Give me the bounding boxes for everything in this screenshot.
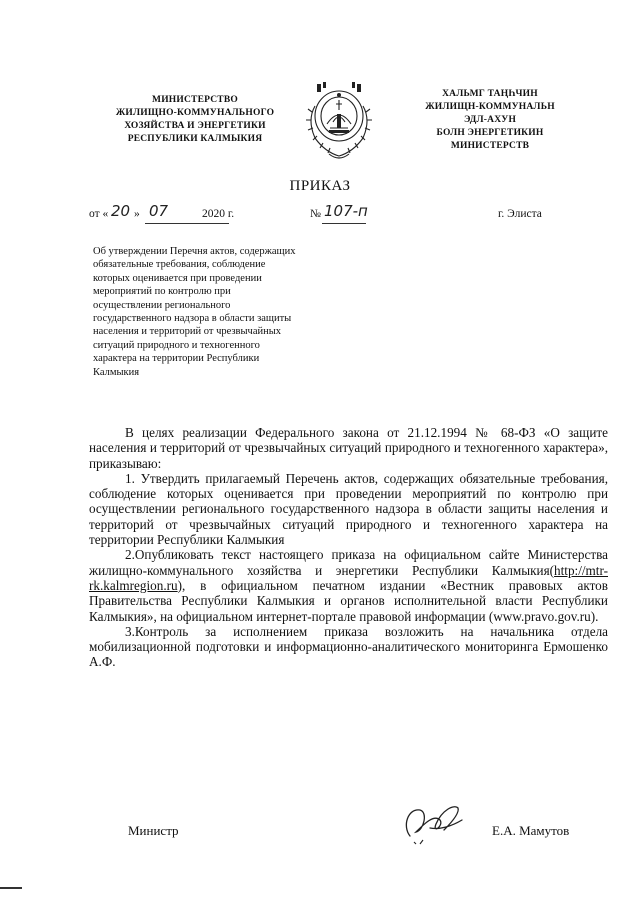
subject-line: Калмыкия: [93, 366, 140, 378]
number-prefix: №: [310, 208, 321, 220]
order-number: 107-п: [324, 202, 368, 220]
body-item-2: [89, 547, 608, 623]
body-intro: В целях реализации Федерального закона от 21.12.1994 № 68-ФЗ «О защите населения и территорий от чрезвычайных ситуаций природного и техногенного характера», приказываю:: [89, 425, 608, 471]
ministry-header-kalmyk: [405, 88, 575, 153]
item2-text-b: ), в официальном печатном издании «Вестник правовых актов Правительства Республики Калмыкия и органов исполнительной власти Республики Калмыкия», на официальном интернет-портале правовой информации (www.pravo.gov.ru).: [89, 577, 608, 624]
subject-line: которых оценивается при проведении: [93, 272, 262, 284]
header-line: ЖИЛИЩНО-КОММУНАЛЬНОГО: [115, 108, 275, 118]
document-title: ПРИКАЗ: [289, 178, 351, 194]
scan-edge-mark: [0, 887, 22, 889]
date-day: 20: [111, 202, 131, 220]
header-line: МИНИСТЕРСТВ: [450, 141, 530, 151]
header-line: ЖИЛИЩН-КОММУНАЛЬН: [425, 102, 555, 112]
subject-line: Об утверждении Перечня актов, содержащих: [93, 246, 296, 257]
item2-text-a: 2.Опубликовать текст настоящего приказа на официальном сайте Министерства жилищно-коммунального хозяйства и энергетики Республики Калмыкия(: [89, 547, 608, 578]
header-line: БОЛН ЭНЕРГЕТИКИН: [436, 128, 544, 138]
subject-line: ситуаций природного и техногенного: [93, 339, 260, 351]
subject-line: характера на территории Республики: [93, 353, 260, 365]
order-body: [89, 425, 608, 670]
subject-line: обязательные требования, соблюдение: [93, 259, 266, 271]
coat-of-arms-icon: [303, 76, 375, 164]
date-underline: [145, 223, 229, 224]
date-year: 2020 г.: [202, 208, 235, 220]
subject-line: осуществлении регионального: [93, 299, 231, 311]
body-item-3: 3.Контроль за исполнением приказа возложить на начальника отдела мобилизационной подготовки и информационно-аналитического мониторинга Ермошенко А.Ф.: [89, 623, 608, 670]
date-prefix: от «: [89, 208, 109, 220]
header-line: ХОЗЯЙСТВА И ЭНЕРГЕТИКИ: [124, 121, 266, 131]
subject-line: государственного надзора в области защиты: [93, 313, 292, 325]
body-item-1: 1. Утвердить прилагаемый Перечень актов, содержащих обязательные требования, соблюдение которых оценивается при проведении мероприятий по контролю при осуществлении регионального государственного надзора в области защиты населения и территорий от чрезвычайных ситуаций природного и техногенного характера на территории Республики Калмыкия: [89, 470, 608, 548]
number-underline: [322, 223, 366, 224]
order-subject: [93, 245, 393, 379]
order-meta-line: [89, 202, 559, 227]
date-mid: »: [134, 208, 140, 220]
signer-name: Е.А. Мамутов: [492, 823, 570, 838]
website-link[interactable]: http://mtr-rk.kalmregion.ru: [89, 562, 608, 593]
subject-line: мероприятий по контролю при: [93, 286, 231, 298]
ministry-header-russian: [90, 94, 300, 146]
header-line: ЭДЛ-АХУН: [463, 115, 517, 125]
city: г. Элиста: [498, 208, 542, 220]
header-line: ХАЛЬМГ ТАҢҺЧИН: [442, 89, 538, 99]
signer-position: Министр: [128, 823, 179, 838]
subject-line: населения и территорий от чрезвычайных: [93, 326, 282, 338]
date-month: 07: [149, 202, 169, 220]
header-line: МИНИСТЕРСТВО: [152, 95, 238, 105]
handwritten-signature: [400, 800, 470, 850]
header-line: РЕСПУБЛИКИ КАЛМЫКИЯ: [127, 134, 263, 144]
